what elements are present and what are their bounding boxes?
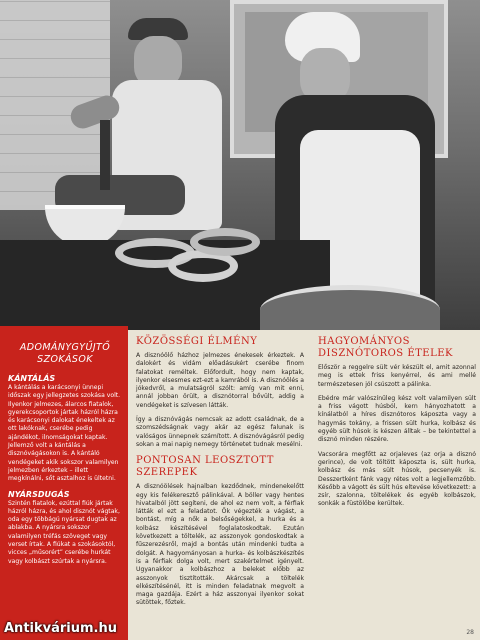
sidebar-text-nyarsdugas: Szintén fiatalok, ezúttal fiúk jártak házról házra, és ahol disznót vágtak, oda egy többágú nyársat dugtak az ablakba. A nyársra sokszor valamilyen tréfás szöveget vagy verset írtak. A fiúkat a szokásoktól, vicces „műsorért” cserébe hurkát vagy kolbászt szúrtak a nyársra. [8,499,120,565]
heading-hagyomanyos-disznotoros-etelek [318,336,476,360]
sidebar-heading-kantalas: KÁNTÁLÁS [8,374,56,383]
sidebar-text-kantalas: A kántálás a karácsonyi ünnepi időszak egy jellegzetes szokása volt. Ilyenkor jelmezes, álarcos fiatalok, gyerekcsoportok jártak házról házra és karácsonyi dalokat énekeltek az ott lakóknak, cserébe pedig ajándékot, ilnomságokat kaptak. Jellemző volt a kántálás a disznóvágásokon is. A kántáló vendégeket akik sokszor valamilyen jelmezben érkeztek – illett megkínálni, sőt asztalhoz is ültetni. [8,384,121,483]
meat-tray [260,285,440,330]
watermark: Antikvárium.hu [4,621,117,636]
column-middle [130,330,310,630]
paragraph: Először a reggelre sült vér készült el, amit azonnal meg is ettek friss kenyérrel, és ami mellé természetesen jól csúszott a pálinka. [318,364,476,388]
sidebar-heading-nyarsdugas: NYÁRSDUGÁS [8,489,70,499]
column-right [312,330,480,630]
paragraph: A disznóölések hajnalban kezdődnek, mindenekelőtt egy kis felékeresztő pálinkával. A böller vagy hentes hivatalból jött segíteni, de ahol ez nem volt, a férfiak látták el ezt a feladatot. Ők végezték a vágást, a bontást, míg a nők a belsőségekkel, a hurka és a kolbász készítésével foglalatoskodtak. Ezután következett a töltelék, az asszonyok gondoskodtak a fűszerezésről, majd a bontás után mindenki tudta a dolgát. A hagyományosan a hurka- és kolbászkészítés is a férfiak dolga volt, mert szakértelmet igényelt. Ugyanakkor a kolbászhoz a beleket előbb az asszonyok tisztították. Akárcsak a töltelék elkészítésénél, itt is minden feladatnak megvolt a maga gazdája. Ezért a ház asszonyai ilyenkor sokat sütöttek, főztek. [136,483,304,607]
heading-kozossegi-elmeny: KÖZÖSSÉGI ÉLMÉNY [136,336,258,347]
paragraph: A disznóölő házhoz jelmezes énekesek érkeztek. A dalokért és vidám előadásukért cserébe finom falatokat reméltek. Előfordult, hogy nem kaptak, ilyenkor elsesmes ezt-ezt a kamrából is. A disznóölés a jókedvről, a mulatságról szólt: amíg van mit enni, annál jobban örült, a disznótorral bővült, addig a vendégeket is szívesen látták. [136,352,304,409]
heading-pontosan-leosztott-szerepek: PONTOSAN LEOSZTOTT SZEREPEK [136,455,274,479]
paragraph: Így a disznóvágás nemcsak az adott családnak, de a szomszédságnak vagy akár az egész falunak is valóságos ünnepnek számított. A disznóvágásról pedig sokan a mai napig nemegy történetet tudnak mesélni. [136,416,304,448]
paragraph: Vacsorára megfőtt az orjaleves (az orja a disznó gerince), de volt töltött káposzta is, sült hurka, kolbász és más sült húsok, pecsenyék is. Desszertként fánk vagy rétes volt a legjellemzőbb. Később a vágott és sült hús eltevése következett: a zsír, szalonna, töltelékek és egyéb kolbászok, sonkák a füstölőbe kerültek. [318,450,476,508]
page-number: 28 [466,629,474,636]
sidebar-box [0,326,128,640]
sidebar-title [8,342,122,366]
paragraph: Ebédre már valószínűleg kész volt valamilyen sült a friss vágott húsból, kern hányozhatott a kínálatból a híres disznótoros káposzta vagy a hagymás tokány, a frissen sült hurka, kolbász és egyéb sült húsok is készen álltak – be tekintettel a disznó minden részére. [318,394,476,444]
heading-line1: HAGYOMÁNYOS [318,336,410,347]
sidebar-title-line2: SZOKÁSOK [37,354,93,365]
grinder-handle [100,120,110,190]
sausage-coil [190,228,260,256]
heading-line2: DISZNÓTOROS ÉTELEK [318,348,454,359]
sidebar-title-line1: ADOMÁNYGYŰJTŐ [19,342,111,353]
